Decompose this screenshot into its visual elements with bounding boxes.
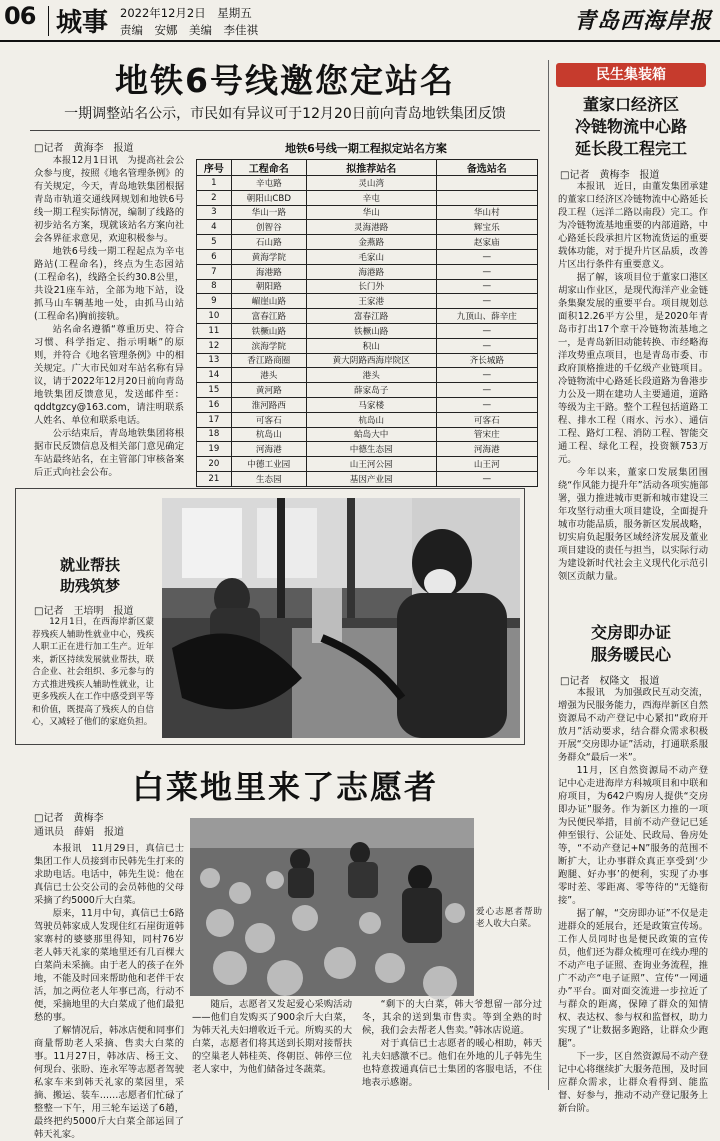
table-cell: — [436, 323, 537, 338]
photo-story-headline-line: 就业帮扶 [59, 556, 120, 574]
table-cell: 16 [197, 397, 232, 412]
masthead-logo: 青岛西海岸报 [573, 8, 712, 34]
story1-paragraph: 本报讯 近日，由董发集团承建的董家口经济区冷链物流中心路延长段工程（远洋二路以南段）完工。作为冷链物流基地重要的内部道路，中心路延长段承担片区物流货运的重要载体功能，对于提升片区品质，改善片区出行条件有重要意义。 [558, 181, 708, 270]
table-row [197, 249, 538, 264]
table-header-cell: 拟推荐站名 [306, 160, 436, 176]
table-cell [436, 176, 537, 191]
table-cell: 嵋崖山路 [231, 294, 306, 309]
table-cell: 河海港 [231, 442, 306, 457]
table-header-cell: 备选站名 [436, 160, 537, 176]
table-row [197, 309, 538, 324]
table-cell: — [436, 279, 537, 294]
table-cell: 蛤岛大中 [306, 427, 436, 442]
cabbage-photo-caption: 爱心志愿者帮助老人收大白菜。 [476, 907, 542, 929]
table-cell: 香江路商圈 [231, 353, 306, 368]
second-headline: 白菜地里来了志愿者 [131, 768, 438, 806]
table-cell: 华山一路 [231, 205, 306, 220]
table-row [197, 368, 538, 383]
table-cell: 基因产业园 [306, 471, 436, 486]
date-line: 2022年12月2日 星期五 [120, 6, 252, 20]
table-cell: 铁橛山路 [231, 323, 306, 338]
lead-paragraph: 站名命名遵循“尊重历史、符合习惯、科学指定、指示明晰”的原则，并符合《地名管理条例》中的相关规定。广大市民如对车站名称有异议，请于2022年12月20日前向青岛地铁集团反馈意见，发送邮件至：qddtgzcy@163.com，请注明联系人姓名、单位和联系电话。 [34, 324, 184, 426]
table-cell: — [436, 294, 537, 309]
table-cell: 10 [197, 309, 232, 324]
table-cell: 富春江路 [231, 309, 306, 324]
table-cell: 6 [197, 249, 232, 264]
table-row [197, 397, 538, 412]
table-cell: 杭岛山 [231, 427, 306, 442]
table-cell: 可客石 [231, 412, 306, 427]
table-cell: 黄大阴路西海岸院区 [306, 353, 436, 368]
table-cell: 创智谷 [231, 220, 306, 235]
table-row [197, 412, 538, 427]
story1-body [558, 180, 708, 605]
second-byline [34, 812, 124, 840]
table-cell: 赵家庙 [436, 235, 537, 250]
lead-paragraph: 地铁6号线一期工程起点为辛屯路站(工程命名)，终点为生态园站(工程命名)，线路全长约30.8公里，共设21座车站，全部为地下站，设抓马山车辆基地一处，由抓马山站(工程命名)胸前接轨。 [34, 246, 184, 322]
story1-headline [556, 94, 706, 160]
table-cell: 山王河公园 [306, 457, 436, 472]
lead-subheadline: 一期调整站名公示，市民如有异议可于12月20日前向青岛地铁集团反馈 [64, 106, 506, 122]
table-header-row [197, 160, 538, 176]
table-row [197, 235, 538, 250]
table-row [197, 383, 538, 398]
story1-paragraph: 今年以来，董家口发展集团围绕“作风能力提升年”活动各项实施部署，强力推进城市更新和城市建设三年攻坚行动重大项目建设，全面提升城市功能品质，服务新区发展战略，切实肩负起服务区域经济发展及董业项目建设的责任与担当，以实际行动为建设新时代社会主义现代化示范引领区贡献力量。 [558, 467, 708, 582]
table-cell: 石山路 [231, 235, 306, 250]
table-cell: 华山 [306, 205, 436, 220]
table-cell: — [436, 338, 537, 353]
table-cell: 王家港 [306, 294, 436, 309]
table-cell: 14 [197, 368, 232, 383]
story1-headline-line: 延长段工程完工 [574, 139, 687, 158]
table-header-cell: 序号 [197, 160, 232, 176]
table-cell: 15 [197, 383, 232, 398]
table-cell: 2 [197, 190, 232, 205]
story2-byline: □记者 权隆文 报道 [560, 676, 660, 687]
column-divider [548, 60, 549, 1090]
second-paragraph: 原来，11月中旬，真信已士6路驾驶员韩家成人发现住红石崖街道韩家寨村的婆婆那里得知，同村76岁老人韩天礼家的菜地里还有几百棵大白菜尚未采摘。由于老人的孩子在外地，不能及时回来帮助他和老伴干农活，加之两位老人年事已高，行动不便，采摘地里的大白菜成了他们最犯愁的事。 [34, 908, 184, 1023]
table-cell: 辉宝乐 [436, 220, 537, 235]
story2-headline-line: 交房即办证 [590, 623, 671, 642]
table-cell: 5 [197, 235, 232, 250]
story1-byline: □记者 黄梅李 报道 [560, 170, 660, 181]
story2-paragraph: 下一步，区自然资源局不动产登记中心将继续扩大服务范围，及时回应群众需求，让群众看得到、能监督、好参与，推动不动产登记服务上新台阶。 [558, 1051, 708, 1114]
table-row [197, 353, 538, 368]
table-row [197, 442, 538, 457]
table-cell: 18 [197, 427, 232, 442]
table-cell: 朝阳山CBD [231, 190, 306, 205]
table-row [197, 323, 538, 338]
table-header-cell: 工程命名 [231, 160, 306, 176]
table-cell: 铁橛山路 [306, 323, 436, 338]
second-paragraph: 了解情况后，韩冰店便和同事们商量帮助老人采摘、售卖大白菜的事。11月27日，韩冰店、杨王文、何现台、张盼、连永军等志愿者驾驶私家车来到韩天礼家的菜园里，采摘、搬运、装车……志愿者们忙碌了整整一下午，用三轮车运送了6趟，最终把约5000斤大白菜全部运回了韩天礼家。 [34, 1025, 184, 1140]
header-divider [48, 6, 49, 36]
table-cell: 19 [197, 442, 232, 457]
story2-paragraph: 11月，区自然资源局不动产登记中心走进海岸方科城项目和中联和府项目，为642户购房人提供“交房即办证”服务。作为新区力推的一项为民便民举措，目前不动产登记已延伸至银行、公证处、民政局、鲁房处等，“不动产登记+N”服务的范围不断扩大，让办事群众真正享受到‘少跑腿、好办事’的便利，实现了办事零时差、零距离、零等待的“无缝衔接”。 [558, 765, 708, 906]
table-cell: 21 [197, 471, 232, 486]
sewing-workers-illustration [162, 498, 520, 738]
table-cell: 中德生态园 [306, 442, 436, 457]
table-cell: 海港路 [306, 264, 436, 279]
photo-story-caption-text: 12月1日，在西海岸新区蒙荐残疾人辅助性就业中心，残疾人职工正在进行加工生产。近年来，新区持续发展就业帮扶，联合企业、社会组织、多元参与的方式推进残疾人辅助性就业，让更多残疾人在工作中感受到平等和价值，既提高了残疾人的自信心，又减轻了他们的家庭负担。 [32, 617, 154, 727]
table-row [197, 338, 538, 353]
table-cell: 管宋庄 [436, 427, 537, 442]
table-row [197, 471, 538, 486]
table-cell: 长门外 [306, 279, 436, 294]
table-cell: 港头 [231, 368, 306, 383]
table-cell: 13 [197, 353, 232, 368]
table-cell: 河海港 [436, 442, 537, 457]
lead-paragraph: 本报12月1日讯 为提高社会公众参与度，按照《地名管理条例》的有关规定，今天，青岛地铁集团根据青岛市轨道交通线网规划和地铁6号线一期工程实际情况，编制了线路的初步站名方案，现就该站名方案向社会各界征求意见，欢迎积极参与。 [34, 155, 184, 244]
table-cell: — [436, 397, 537, 412]
table-row [197, 176, 538, 191]
table-row [197, 220, 538, 235]
table-cell: 20 [197, 457, 232, 472]
lead-headline: 地铁6号线邀您定站名 [115, 61, 455, 100]
table-cell: 可客石 [436, 412, 537, 427]
second-body-col3 [362, 998, 542, 1092]
table-cell: 毛家山 [306, 249, 436, 264]
table-cell: 齐长城路 [436, 353, 537, 368]
story2-paragraph: 本报讯 为加强政民互动交流，增强为民服务能力，西海岸新区自然资源局不动产登记中心紧扣“政府开放月”活动要求，结合群众需求积极开展“交房即办证”活动，打通联系服务群众“最后一米”。 [558, 687, 708, 763]
table-cell: 11 [197, 323, 232, 338]
story1-paragraph: 据了解，该项目位于董家口港区胡家山作业区，是现代海洋产业金链条集聚发展的重要平台。项目规划总面积12.26平方公里，是2020年青岛市打出17个章干冷链物流基地之一，是青岛新旧动能转换、市经略海洋攻势重点项目，也是青岛市委、市政府顶格推进的千亿级产业链项目。冷链物流中心路延长段道路为鲁港步力公及一期在建功人主要通道，道路等级为主干路。整个工程包括道路工程、排水工程（雨水、污水）、通信工程、路灯工程、消防工程、智能交通工程、绿化工程，投资额753万元。 [558, 272, 708, 465]
table-row [197, 264, 538, 279]
table-cell: 4 [197, 220, 232, 235]
table-cell [436, 190, 537, 205]
story2-body [558, 686, 708, 1114]
table-cell: 朝阳路 [231, 279, 306, 294]
table-row [197, 427, 538, 442]
section-title: 城事 [56, 8, 109, 38]
table-cell: — [436, 368, 537, 383]
table-cell: 17 [197, 412, 232, 427]
lead-body [34, 154, 184, 484]
table-cell: 生态园 [231, 471, 306, 486]
table-row [197, 457, 538, 472]
table-cell: 辛屯路 [231, 176, 306, 191]
table-row [197, 279, 538, 294]
table-cell: 杭岛山 [306, 412, 436, 427]
table-cell: 1 [197, 176, 232, 191]
table-row [197, 205, 538, 220]
second-byline-line: 通讯员 薛娟 报道 [34, 827, 124, 838]
second-body-col2 [192, 998, 352, 1092]
lead-paragraph: 公示结束后，青岛地铁集团将根据市民反馈信息及相关部门意见确定车站最终站名，在主管部门审核备案后正式向社会公布。 [34, 428, 184, 478]
photo-story-byline: □记者 王培明 报道 [34, 606, 134, 617]
table-cell: 淮河路西 [231, 397, 306, 412]
table-cell: 富春江路 [306, 309, 436, 324]
second-body-col1 [34, 842, 184, 1140]
table-cell: — [436, 264, 537, 279]
table-cell: 华山村 [436, 205, 537, 220]
story1-headline-line: 冷链物流中心路 [574, 117, 687, 136]
table-row [197, 294, 538, 309]
table-cell: — [436, 383, 537, 398]
table-cell: 中德工业园 [231, 457, 306, 472]
table-cell: 黄河路 [231, 383, 306, 398]
table-cell: 海港路 [231, 264, 306, 279]
page-number: 06 [4, 2, 36, 30]
second-paragraph: 随后，志愿者又发起爱心采购活动——他们自发购买了900余斤大白菜，为韩天礼夫妇增收近千元。所购买的大白菜，志愿者们将其送到长期对接帮扶的空巢老人韩桂英、佟朝臣、韩停三位老人家中，为他们储备过冬蔬菜。 [192, 999, 352, 1075]
table-cell: 3 [197, 205, 232, 220]
table-cell: 积山 [306, 338, 436, 353]
story2-headline-line: 服务暖民心 [590, 645, 671, 664]
lead-rule [30, 130, 540, 131]
sewing-workers-photo [162, 498, 520, 738]
table-cell: 9 [197, 294, 232, 309]
cabbage-field-photo [190, 818, 474, 996]
table-cell: 灵海港路 [306, 220, 436, 235]
station-table [196, 159, 538, 487]
table-cell: 金燕路 [306, 235, 436, 250]
table-cell: 港头 [306, 368, 436, 383]
second-byline-line: □记者 黄梅李 [34, 813, 104, 824]
table-cell: 马家楼 [306, 397, 436, 412]
table-cell: — [436, 249, 537, 264]
second-paragraph: “剩下的大白菜，韩大爷想留一部分过冬，其余的送到集市售卖。等到全熟的时候，我们会去帮老人售卖。”韩冰店说道。 [362, 999, 542, 1036]
second-paragraph: 本报讯 11月29日，真信已士集团工作人员接到市民韩先生打来的求助电话。电话中，韩先生说：他在真信已士公交公司的会员韩他的父母采摘了约5000斤大白菜。 [34, 843, 184, 906]
table-cell: 8 [197, 279, 232, 294]
editors-line: 责编 安娜 美编 李佳祺 [120, 23, 258, 37]
story2-headline [556, 622, 706, 666]
table-cell: 灵山湾 [306, 176, 436, 191]
story2-paragraph: 据了解，“交房即办证”不仅是走进群众的延展台，还是政策宣传场。工作人员同时也是便民政策的宣传员，他们还为群众梳理可在线办理的不动产电子证照、查询业务流程，推广不动产“电子证照”、宣传“一网通办”平台。面对面交流进一步拉近了与群众的距离，保障了群众的知情权、表达权、参与权和监督权，助力实现了“让数据多跑路，让群众少跑腿”。 [558, 908, 708, 1049]
table-cell: 黄海学院 [231, 249, 306, 264]
table-cell: 山王河 [436, 457, 537, 472]
table-title: 地铁6号线一期工程拟定站名方案 [285, 142, 447, 155]
table-cell: 薛家岛子 [306, 383, 436, 398]
table-cell: — [436, 471, 537, 486]
photo-story-headline-line: 助残筑梦 [59, 577, 120, 595]
second-paragraph: 对于真信已士志愿者的暖心相助，韩天礼夫妇感激不已。他们在外地的儿子韩先生也特意拨通真信已士集团的客服电话，不住地表示感谢。 [362, 1038, 542, 1088]
lead-byline: □记者 黄海李 报道 [34, 143, 134, 154]
photo-story-headline [30, 555, 150, 597]
table-cell: 滨海学院 [231, 338, 306, 353]
section-banner: 民生集装箱 [556, 63, 706, 87]
table-cell: 九顶山、薛辛庄 [436, 309, 537, 324]
table-cell: 辛屯 [306, 190, 436, 205]
story1-headline-line: 董家口经济区 [582, 95, 679, 114]
table-cell: 7 [197, 264, 232, 279]
table-row [197, 190, 538, 205]
photo-story-caption [32, 616, 154, 738]
cabbage-field-illustration [190, 818, 474, 996]
table-cell: 12 [197, 338, 232, 353]
